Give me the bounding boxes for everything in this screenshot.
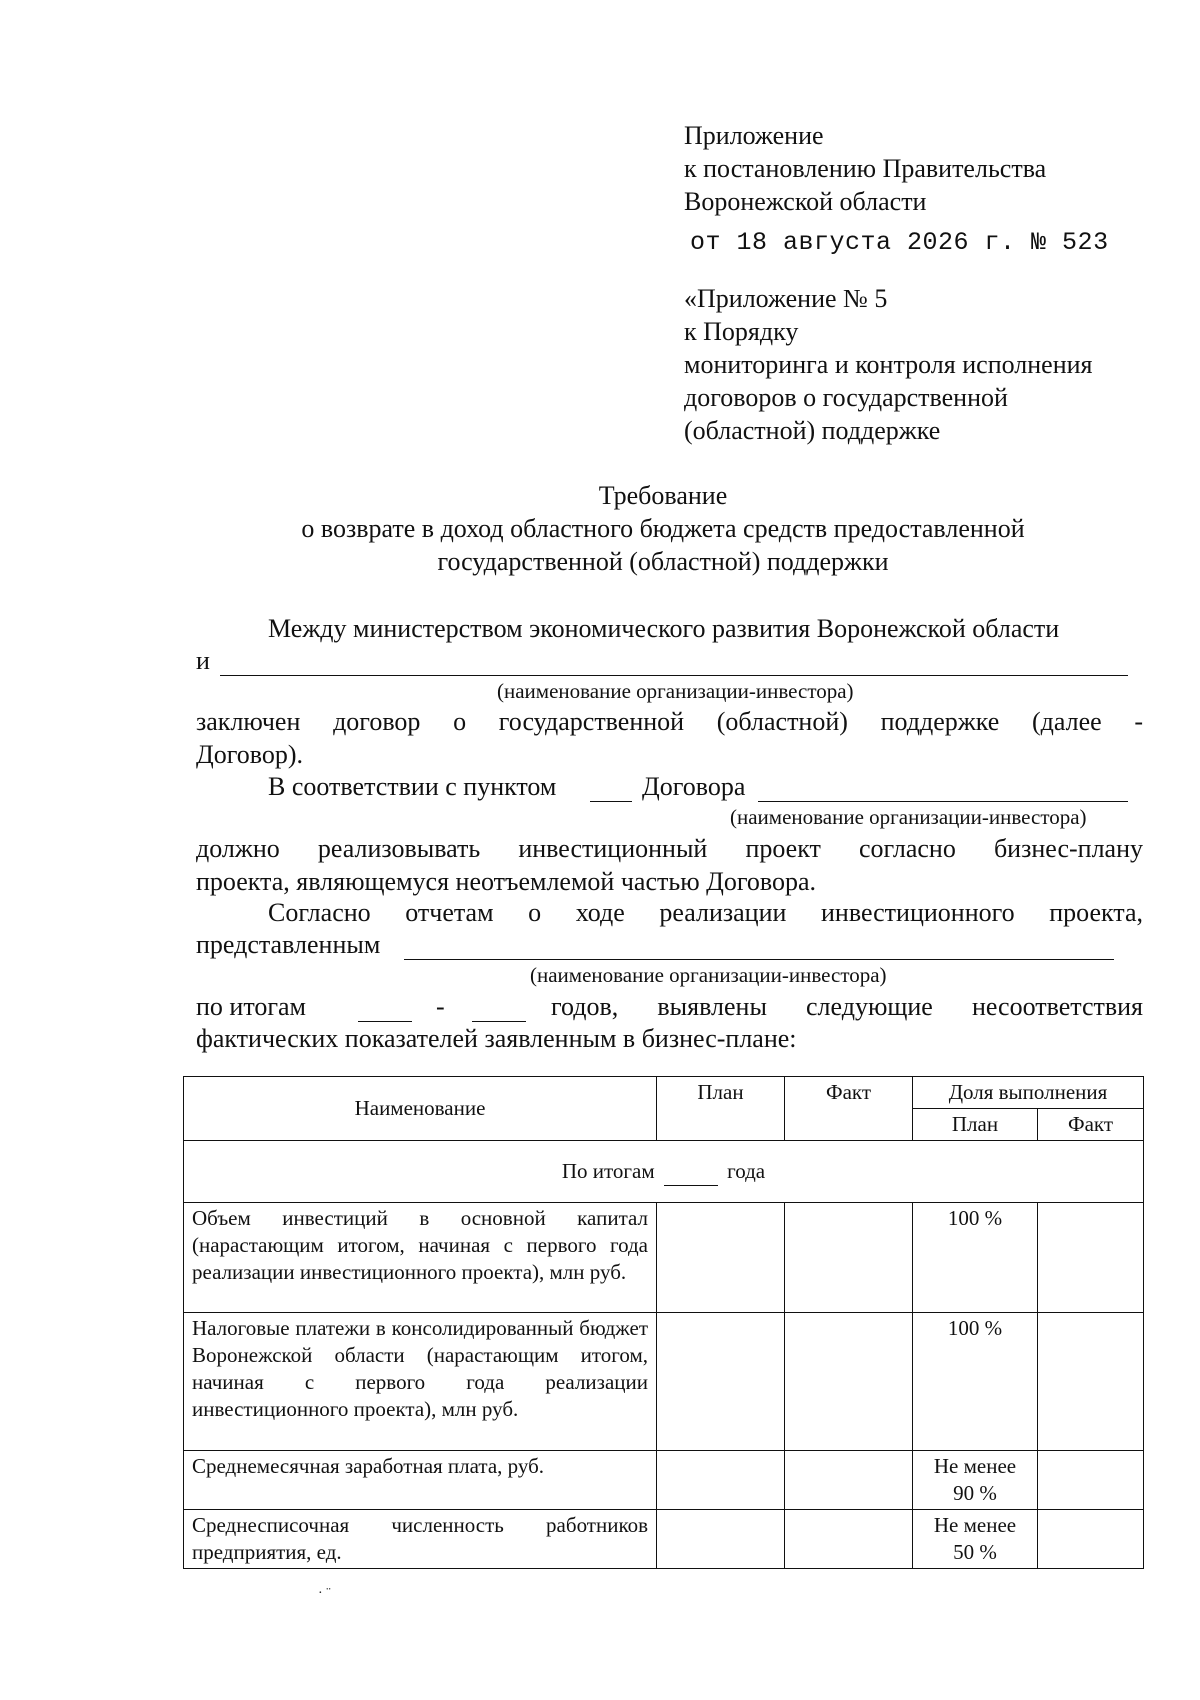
appendix5-line2: к Порядку xyxy=(684,317,799,346)
p2-line2: должно реализовывать инвестиционный проект согласно бизнес-плану xyxy=(196,834,1143,863)
header-region: Воронежской области xyxy=(684,187,927,216)
period-label-b: года xyxy=(727,1158,766,1183)
p2-a: В соответствии с пунктом xyxy=(268,772,557,801)
p2-b: Договора xyxy=(642,772,746,801)
header-fact: Факт xyxy=(785,1077,913,1141)
appendix5-line5: (областной) поддержке xyxy=(684,416,941,445)
header-date-number: от 18 августа 2026 г. № 523 xyxy=(690,228,1109,257)
p1-and: и xyxy=(196,646,210,675)
row-name: Среднесписочная численность работников предприятия, ед. xyxy=(184,1510,657,1569)
caption-investor-1: (наименование организации-инвестора) xyxy=(497,679,854,703)
row-name: Среднемесячная заработная плата, руб. xyxy=(184,1451,657,1510)
row-share-fact xyxy=(1038,1313,1144,1451)
p3-a: по итогам xyxy=(196,992,307,1021)
table-row xyxy=(184,1203,1144,1313)
period-label-a: По итогам xyxy=(561,1158,655,1183)
title-line3: государственной (областной) поддержки xyxy=(437,547,889,576)
row-plan xyxy=(657,1203,785,1313)
investor-name-blank-3 xyxy=(404,959,1114,960)
header-name: Наименование xyxy=(184,1077,657,1141)
row-share-plan: 100 % xyxy=(913,1203,1038,1313)
title-line2: о возврате в доход областного бюджета средств предоставленной xyxy=(301,514,1025,543)
appendix5-line4: договоров о государственной xyxy=(684,383,1008,412)
period-row xyxy=(184,1141,1144,1203)
p3-line1: Согласно отчетам о ходе реализации инвестиционного проекта, xyxy=(268,898,1143,927)
table-row xyxy=(184,1510,1144,1569)
period-year-blank xyxy=(664,1158,718,1186)
row-share-plan: Не менее 50 % xyxy=(913,1510,1038,1569)
table-row xyxy=(184,1313,1144,1451)
row-fact xyxy=(785,1203,913,1313)
header-share-fact: Факт xyxy=(1038,1109,1144,1141)
row-share-fact xyxy=(1038,1451,1144,1510)
p1-line4: Договор). xyxy=(196,740,304,769)
row-fact xyxy=(785,1451,913,1510)
scan-speck: · ¨ xyxy=(318,1586,331,1601)
year-from-blank xyxy=(358,1021,412,1022)
row-share-plan: 100 % xyxy=(913,1313,1038,1451)
appendix5-line1: «Приложение № 5 xyxy=(684,284,888,313)
p3-dash: - xyxy=(436,992,445,1021)
header-to-resolution: к постановлению Правительства xyxy=(684,154,1047,183)
row-plan xyxy=(657,1451,785,1510)
row-share-plan: Не менее 90 % xyxy=(913,1451,1038,1510)
header-share-plan: План xyxy=(913,1109,1038,1141)
row-share-fact xyxy=(1038,1510,1144,1569)
p3-line4: фактических показателей заявленным в бизнес-плане: xyxy=(196,1024,797,1053)
table-row xyxy=(184,1451,1144,1510)
header-appendix: Приложение xyxy=(684,121,824,150)
indicators-table xyxy=(183,1076,1144,1569)
p1-line3: заключен договор о государственной (областной) поддержке (далее - xyxy=(196,707,1143,736)
title-line1: Требование xyxy=(598,481,728,510)
investor-name-blank-2 xyxy=(758,801,1128,802)
clause-number-blank xyxy=(590,801,632,802)
header-share: Доля выполнения xyxy=(913,1077,1144,1109)
row-plan xyxy=(657,1510,785,1569)
p3-b: годов, выявлены следующие несоответствия xyxy=(551,992,1143,1021)
row-fact xyxy=(785,1510,913,1569)
row-name: Налоговые платежи в консолидированный бюджет Воронежской области (нарастающим итогом, начиная с первого года реализации инвестиционного проекта), млн руб. xyxy=(184,1313,657,1451)
p2-line3: проекта, являющемуся неотъемлемой частью Договора. xyxy=(196,867,817,896)
row-share-fact xyxy=(1038,1203,1144,1313)
year-to-blank xyxy=(472,1021,526,1022)
p1-line1: Между министерством экономического развития Воронежской области xyxy=(268,614,1060,643)
row-plan xyxy=(657,1313,785,1451)
header-plan: План xyxy=(657,1077,785,1141)
row-fact xyxy=(785,1313,913,1451)
appendix5-line3: мониторинга и контроля исполнения xyxy=(684,350,1093,379)
caption-investor-3: (наименование организации-инвестора) xyxy=(530,963,887,987)
investor-name-blank-1 xyxy=(220,675,1128,676)
p3-line2: представленным xyxy=(196,930,381,959)
caption-investor-2: (наименование организации-инвестора) xyxy=(730,805,1087,829)
row-name: Объем инвестиций в основной капитал (нарастающим итогом, начиная с первого года реализации инвестиционного проекта), млн руб. xyxy=(184,1203,657,1313)
